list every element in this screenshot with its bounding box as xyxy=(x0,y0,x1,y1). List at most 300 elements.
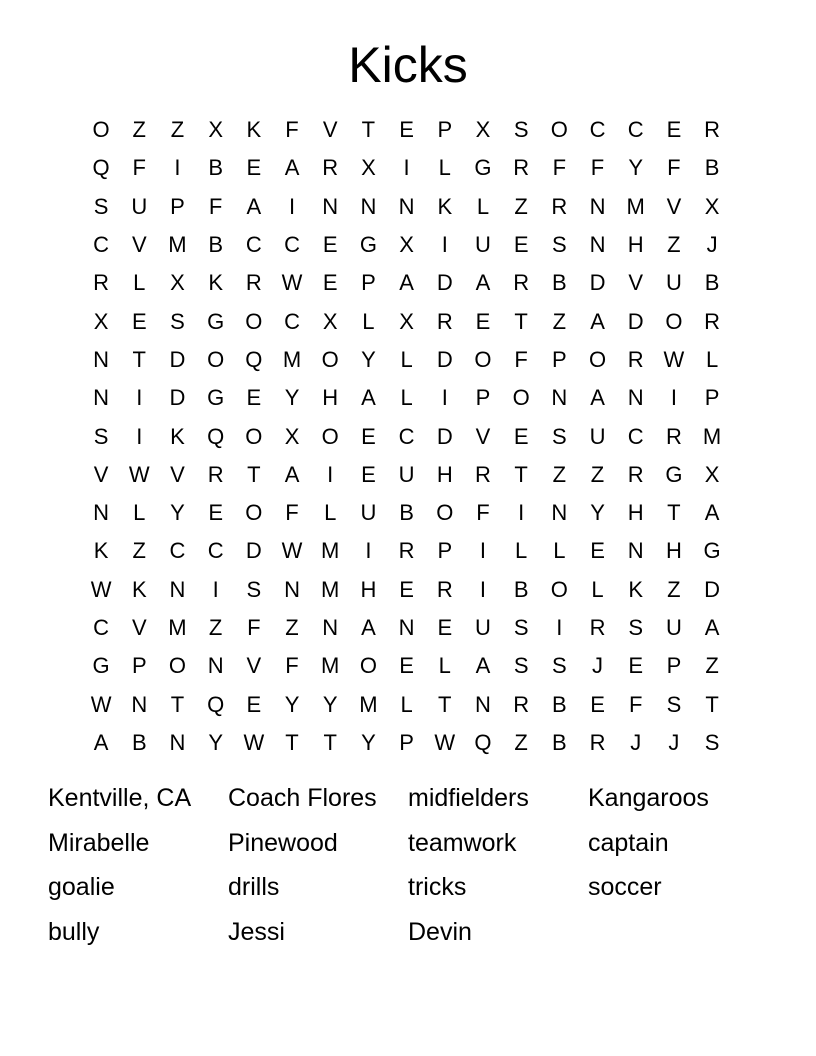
grid-letter: R xyxy=(704,308,721,334)
grid-letter: O xyxy=(588,346,607,372)
grid-letter: L xyxy=(400,346,413,372)
grid-letter: E xyxy=(437,615,453,640)
grid-letter: F xyxy=(476,500,490,526)
grid-letter: O xyxy=(207,346,225,372)
word-list-item: midfielders xyxy=(408,784,529,812)
grid-letter: G xyxy=(207,308,225,334)
grid-letter: R xyxy=(704,117,721,143)
grid-letter: N xyxy=(551,385,568,411)
grid-letter: X xyxy=(399,308,414,334)
grid-letter: G xyxy=(207,385,225,411)
grid-letter: H xyxy=(627,232,644,258)
grid-letter: T xyxy=(667,500,681,526)
grid-letter: P xyxy=(361,270,376,296)
grid-letter: E xyxy=(666,117,682,143)
grid-letter: X xyxy=(208,117,223,143)
grid-letter: U xyxy=(475,615,491,640)
grid-letter: H xyxy=(665,538,682,564)
grid-letter: C xyxy=(93,615,110,640)
grid-letter: S xyxy=(552,653,567,679)
word-list-item: teamwork xyxy=(408,828,517,857)
grid-letter: G xyxy=(703,538,721,564)
grid-letter: U xyxy=(131,193,148,219)
grid-letter: I xyxy=(327,461,334,487)
grid-row xyxy=(82,226,732,264)
grid-letter: C xyxy=(93,232,110,258)
grid-letter: E xyxy=(246,691,262,717)
grid-letter: B xyxy=(552,691,567,717)
grid-letter: U xyxy=(589,423,606,449)
grid-letter: B xyxy=(513,576,529,602)
grid-letter: A xyxy=(590,308,605,334)
grid-letter: F xyxy=(208,193,223,219)
grid-letter: W xyxy=(434,729,456,755)
grid-letter: X xyxy=(284,423,300,449)
grid-row xyxy=(82,417,732,455)
grid-letter: M xyxy=(321,576,340,602)
grid-letter: Z xyxy=(667,576,681,602)
grid-letter: D xyxy=(436,346,453,372)
word-list-item: Kentville, CA xyxy=(48,784,192,812)
grid-letter: N xyxy=(169,729,186,755)
grid-letter: N xyxy=(398,615,415,640)
grid-letter: Z xyxy=(552,461,567,487)
grid-letter: T xyxy=(514,308,528,334)
grid-letter: N xyxy=(589,232,606,258)
grid-letter: X xyxy=(361,155,376,181)
grid-letter: I xyxy=(174,155,181,181)
grid-letter: A xyxy=(246,193,262,219)
grid-letter: C xyxy=(207,538,224,564)
grid-letter: N xyxy=(207,653,224,679)
grid-letter: Y xyxy=(208,729,223,755)
grid-letter: J xyxy=(706,232,718,258)
grid-letter: D xyxy=(627,308,644,334)
grid-letter: I xyxy=(136,423,143,449)
grid-letter: J xyxy=(630,729,642,755)
grid-letter: O xyxy=(92,117,110,143)
grid-letter: R xyxy=(436,308,453,334)
grid-letter: D xyxy=(436,423,453,449)
grid-letter: O xyxy=(245,308,263,334)
grid-row xyxy=(82,264,732,302)
grid-letter: A xyxy=(590,385,605,411)
grid-letter: L xyxy=(476,193,490,219)
grid-letter: D xyxy=(169,385,186,411)
grid-letter: N xyxy=(627,385,644,411)
grid-row xyxy=(82,379,732,417)
grid-letter: C xyxy=(284,232,300,258)
grid-letter: K xyxy=(437,193,453,219)
grid-letter: T xyxy=(247,461,261,487)
grid-letter: J xyxy=(668,729,680,755)
grid-letter: O xyxy=(436,500,454,526)
grid-letter: S xyxy=(513,117,529,143)
grid-letter: E xyxy=(246,155,262,181)
grid-letter: M xyxy=(626,193,645,219)
grid-row xyxy=(82,532,732,570)
grid-letter: L xyxy=(438,155,451,181)
grid-letter: C xyxy=(627,117,644,143)
grid-letter: B xyxy=(704,270,720,296)
grid-letter: C xyxy=(589,117,606,143)
grid-row xyxy=(82,647,732,685)
grid-letter: K xyxy=(628,576,644,602)
grid-letter: I xyxy=(556,615,563,640)
grid-letter: B xyxy=(131,729,147,755)
grid-letter: L xyxy=(515,538,528,564)
grid-letter: I xyxy=(479,576,487,602)
grid-letter: U xyxy=(665,270,682,296)
grid-letter: X xyxy=(704,461,720,487)
grid-row xyxy=(82,188,732,226)
grid-letter: L xyxy=(362,308,375,334)
grid-letter: T xyxy=(705,691,719,717)
grid-letter: X xyxy=(475,117,491,143)
grid-letter: K xyxy=(93,538,109,564)
word-list-item: Coach Flores xyxy=(228,784,377,812)
grid-letter: E xyxy=(399,117,414,143)
grid-letter: V xyxy=(322,117,338,143)
grid-letter: I xyxy=(479,538,487,564)
grid-letter: P xyxy=(131,653,147,679)
grid-letter: T xyxy=(361,117,376,143)
grid-letter: B xyxy=(399,500,414,526)
grid-letter: Z xyxy=(208,615,223,640)
grid-letter: I xyxy=(288,193,296,219)
grid-letter: N xyxy=(551,500,568,526)
grid-letter: M xyxy=(359,691,378,717)
grid-letter: W xyxy=(243,729,265,755)
grid-letter: R xyxy=(513,155,530,181)
grid-letter: O xyxy=(245,500,263,526)
grid-letter: J xyxy=(592,653,604,679)
grid-letter: T xyxy=(438,691,452,717)
grid-letter: Q xyxy=(207,691,225,717)
grid-letter: S xyxy=(666,691,682,717)
grid-letter: K xyxy=(208,270,223,296)
grid-letter: U xyxy=(360,500,377,526)
grid-letter: F xyxy=(667,155,681,181)
grid-letter: U xyxy=(475,232,491,258)
grid-letter: P xyxy=(704,385,720,411)
grid-letter: S xyxy=(704,729,720,755)
grid-letter: E xyxy=(322,232,338,258)
grid-letter: O xyxy=(512,385,530,411)
word-list-item: goalie xyxy=(48,873,115,901)
grid-letter: E xyxy=(513,232,529,258)
grid-letter: L xyxy=(400,385,413,411)
grid-letter: S xyxy=(93,193,109,219)
grid-letter: C xyxy=(284,308,300,334)
grid-letter: I xyxy=(212,576,219,602)
grid-letter: O xyxy=(321,423,339,449)
grid-letter: R xyxy=(627,461,644,487)
grid-letter: C xyxy=(245,232,262,258)
grid-letter: X xyxy=(93,308,109,334)
grid-letter: G xyxy=(665,461,683,487)
grid-letter: S xyxy=(513,615,529,640)
grid-letter: N xyxy=(169,576,186,602)
grid-letter: E xyxy=(628,653,644,679)
grid-letter: T xyxy=(170,691,185,717)
grid-letter: P xyxy=(437,117,453,143)
grid-row xyxy=(82,685,732,723)
grid-letter: N xyxy=(322,193,339,219)
grid-letter: N xyxy=(131,691,148,717)
grid-letter: F xyxy=(247,615,261,640)
grid-letter: E xyxy=(399,576,414,602)
grid-letter: Q xyxy=(92,155,110,181)
grid-letter: A xyxy=(284,461,300,487)
grid-letter: P xyxy=(170,193,185,219)
grid-letter: V xyxy=(628,270,644,296)
grid-letter: L xyxy=(591,576,604,602)
grid-letter: A xyxy=(361,385,376,411)
grid-row xyxy=(82,609,732,647)
word-list-item: Kangaroos xyxy=(588,784,709,812)
grid-letter: D xyxy=(436,270,453,296)
word-list-item: Jessi xyxy=(228,917,285,946)
grid-letter: E xyxy=(399,653,414,679)
grid-letter: M xyxy=(168,615,187,640)
grid-letter: N xyxy=(93,500,110,526)
grid-letter: N xyxy=(589,193,606,219)
grid-letter: S xyxy=(93,423,109,449)
grid-letter: C xyxy=(627,423,644,449)
grid-letter: B xyxy=(208,232,223,258)
grid-letter: A xyxy=(399,270,414,296)
grid-letter: S xyxy=(628,615,644,640)
grid-letter: G xyxy=(359,232,377,258)
grid-row xyxy=(82,494,732,532)
grid-letter: Z xyxy=(285,615,299,640)
grid-letter: R xyxy=(322,155,339,181)
grid-letter: W xyxy=(90,576,112,602)
grid-letter: X xyxy=(704,193,720,219)
grid-letter: E xyxy=(590,538,605,564)
grid-letter: F xyxy=(628,691,643,717)
grid-letter: Z xyxy=(514,729,528,755)
grid-letter: I xyxy=(136,385,143,411)
grid-letter: L xyxy=(133,500,146,526)
grid-letter: B xyxy=(552,729,567,755)
grid-letter: B xyxy=(208,155,223,181)
grid-letter: S xyxy=(170,308,185,334)
grid-letter: R xyxy=(513,691,530,717)
grid-letter: R xyxy=(398,538,415,564)
grid-letter: W xyxy=(281,538,303,564)
grid-letter: W xyxy=(281,270,303,296)
word-list-item: Pinewood xyxy=(228,828,338,857)
grid-letter: Z xyxy=(170,117,185,143)
grid-letter: F xyxy=(514,346,528,372)
grid-letter: Y xyxy=(361,729,376,755)
grid-letter: M xyxy=(282,346,302,372)
grid-letter: B xyxy=(552,270,567,296)
grid-letter: R xyxy=(475,461,491,487)
grid-letter: W xyxy=(128,461,150,487)
grid-letter: R xyxy=(589,729,606,755)
grid-letter: Y xyxy=(322,691,338,717)
grid-letter: T xyxy=(132,346,146,372)
grid-letter: H xyxy=(322,385,339,411)
grid-letter: Y xyxy=(590,500,605,526)
grid-letter: Y xyxy=(170,500,185,526)
grid-letter: S xyxy=(246,576,262,602)
grid-letter: V xyxy=(170,461,185,487)
grid-letter: O xyxy=(168,653,187,679)
grid-letter: R xyxy=(436,576,453,602)
grid-letter: X xyxy=(322,308,338,334)
grid-letter: V xyxy=(246,653,262,679)
grid-letter: S xyxy=(513,653,529,679)
word-list xyxy=(48,778,768,956)
grid-letter: F xyxy=(132,155,146,181)
grid-letter: S xyxy=(552,423,567,449)
grid-letter: M xyxy=(321,538,340,564)
grid-letter: I xyxy=(441,232,448,258)
grid-letter: E xyxy=(322,270,338,296)
grid-letter: A xyxy=(475,653,491,679)
grid-letter: R xyxy=(513,270,530,296)
grid-letter: I xyxy=(670,385,677,411)
grid-letter: Y xyxy=(628,155,644,181)
grid-letter: X xyxy=(170,270,185,296)
grid-letter: F xyxy=(590,155,605,181)
grid-letter: R xyxy=(551,193,568,219)
grid-letter: Y xyxy=(284,691,300,717)
grid-letter: B xyxy=(704,155,720,181)
grid-letter: N xyxy=(93,346,110,372)
grid-letter: E xyxy=(513,423,529,449)
grid-row xyxy=(82,302,732,340)
grid-letter: Z xyxy=(132,538,146,564)
grid-letter: G xyxy=(474,155,492,181)
grid-letter: O xyxy=(474,346,492,372)
grid-letter: H xyxy=(436,461,453,487)
grid-letter: Q xyxy=(245,346,263,372)
grid-letter: O xyxy=(245,423,263,449)
grid-letter: P xyxy=(437,538,453,564)
grid-letter: A xyxy=(361,615,376,640)
grid-row xyxy=(82,111,732,149)
grid-letter: O xyxy=(550,576,568,602)
grid-letter: C xyxy=(398,423,415,449)
grid-letter: E xyxy=(361,423,376,449)
grid-letter: F xyxy=(285,653,299,679)
grid-letter: Q xyxy=(474,729,492,755)
grid-letter: I xyxy=(518,500,525,526)
grid-letter: A xyxy=(475,270,491,296)
grid-letter: D xyxy=(245,538,262,564)
grid-letter: L xyxy=(133,270,146,296)
grid-letter: W xyxy=(90,691,112,717)
grid-letter: O xyxy=(550,117,568,143)
grid-letter: R xyxy=(245,270,262,296)
grid-letter: M xyxy=(168,232,187,258)
grid-letter: P xyxy=(552,346,567,372)
grid-letter: O xyxy=(359,653,377,679)
grid-letter: N xyxy=(284,576,300,602)
grid-letter: E xyxy=(208,500,223,526)
grid-letter: Y xyxy=(284,385,300,411)
grid-letter: N xyxy=(322,615,339,640)
grid-letter: R xyxy=(93,270,110,296)
grid-row xyxy=(82,724,732,762)
grid-letter: W xyxy=(663,346,685,372)
grid-row xyxy=(82,341,732,379)
grid-letter: X xyxy=(399,232,414,258)
grid-letter: L xyxy=(324,500,337,526)
grid-letter: T xyxy=(514,461,528,487)
grid-letter: F xyxy=(552,155,567,181)
grid-letter: C xyxy=(169,538,186,564)
grid-letter: L xyxy=(438,653,451,679)
grid-letter: H xyxy=(360,576,377,602)
word-list-item: Mirabelle xyxy=(48,828,150,857)
grid-letter: R xyxy=(627,346,644,372)
grid-letter: V xyxy=(131,232,147,258)
puzzle-title: Kicks xyxy=(348,37,468,93)
grid-letter: G xyxy=(92,653,110,679)
grid-letter: R xyxy=(207,461,224,487)
grid-letter: N xyxy=(475,691,491,717)
grid-letter: P xyxy=(399,729,414,755)
grid-letter: Q xyxy=(207,423,225,449)
grid-row xyxy=(82,571,732,609)
grid-letter: E xyxy=(361,461,376,487)
grid-letter: Z xyxy=(705,653,719,679)
grid-letter: Z xyxy=(132,117,146,143)
grid-letter: R xyxy=(589,615,606,640)
grid-letter: L xyxy=(400,691,413,717)
grid-letter: F xyxy=(285,500,299,526)
grid-letter: I xyxy=(365,538,372,564)
grid-letter: U xyxy=(398,461,415,487)
grid-letter: O xyxy=(665,308,683,334)
grid-letter: M xyxy=(321,653,340,679)
grid-letter: U xyxy=(665,615,682,640)
grid-letter: H xyxy=(627,500,644,526)
grid-letter: I xyxy=(403,155,410,181)
grid-letter: A xyxy=(704,615,720,640)
grid-letter: K xyxy=(131,576,147,602)
grid-letter: Z xyxy=(590,461,605,487)
grid-letter: T xyxy=(323,729,337,755)
word-list-item: drills xyxy=(228,873,280,901)
grid-letter: N xyxy=(360,193,377,219)
grid-letter: F xyxy=(285,117,299,143)
grid-letter: V xyxy=(475,423,491,449)
grid-letter: S xyxy=(552,232,567,258)
grid-letter: Z xyxy=(552,308,567,334)
grid-letter: R xyxy=(665,423,682,449)
grid-letter: V xyxy=(666,193,682,219)
grid-letter: D xyxy=(589,270,606,296)
grid-letter: A xyxy=(284,155,300,181)
grid-row xyxy=(82,456,732,494)
grid-letter: V xyxy=(131,615,147,640)
grid-letter: A xyxy=(704,500,720,526)
grid-letter: E xyxy=(475,308,491,334)
grid-letter: I xyxy=(441,385,448,411)
grid-letter: E xyxy=(590,691,605,717)
grid-letter: E xyxy=(246,385,262,411)
word-list-item: Devin xyxy=(408,917,472,946)
grid-letter: N xyxy=(398,193,415,219)
grid-letter: A xyxy=(93,729,109,755)
